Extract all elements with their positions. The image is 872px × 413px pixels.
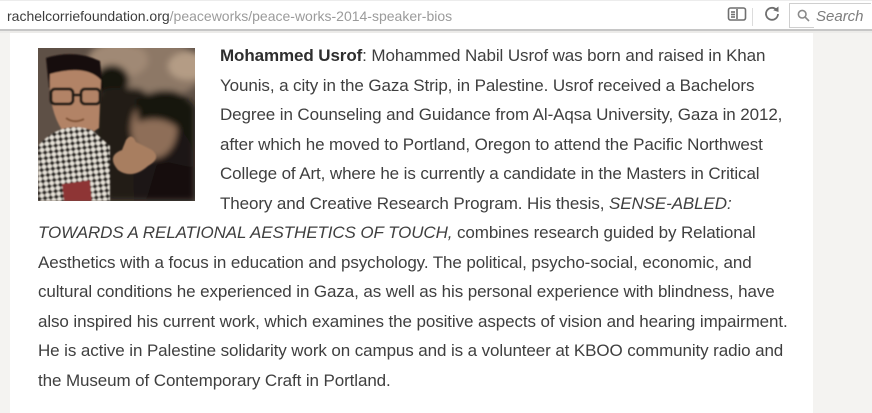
- search-input[interactable]: [814, 4, 872, 29]
- speaker-name: Mohammed Usrof: [220, 46, 363, 65]
- thesis-title: SENSE-ABLED: TOWARDS A RELATIONAL AESTHETICS OF TOUCH,: [38, 193, 732, 242]
- reader-mode-icon: [727, 6, 747, 27]
- search-box[interactable]: [789, 3, 871, 28]
- toolbar-separator: [752, 8, 753, 26]
- webpage-viewport: [0, 33, 872, 413]
- reload-icon: [763, 5, 781, 28]
- browser-toolbar: [0, 0, 872, 31]
- bio-text-2: combines research guided by Relational Aesthetics with a focus in education and psychology. The political, psycho-social, economic, and cultural conditions he experienced in Gaza, as well as his personal experience with blindness, have also inspired his current work, which examines the positive aspects of vision and hearing impairment. He is active in Palestine solidarity work on campus and is a volunteer at KBOO community radio and the Museum of Contemporary Craft in Portland.: [38, 223, 788, 390]
- reload-button[interactable]: [758, 4, 786, 29]
- address-bar[interactable]: [0, 1, 712, 30]
- url-domain: rachelcorriefoundation.org: [7, 7, 170, 24]
- content-column: [10, 33, 813, 413]
- url-path: /peaceworks/peace-works-2014-speaker-bios: [169, 7, 453, 24]
- reader-mode-button[interactable]: [723, 4, 751, 29]
- magnifier-icon: [797, 9, 810, 22]
- speaker-photo: [38, 48, 195, 201]
- bio-text-1: : Mohammed Nabil Usrof was born and raised in Khan Younis, a city in the Gaza Strip, in Palestine. Usrof received a Bachelors Degree in Counseling and Guidance from Al-Aqsa University, Gaza in 2012, after which he moved to Portland, Oregon to attend the Pacific Northwest College of Art, where he is currently a candidate in the Masters in Critical Theory and Creative Research Program. His thesis,: [220, 46, 783, 213]
